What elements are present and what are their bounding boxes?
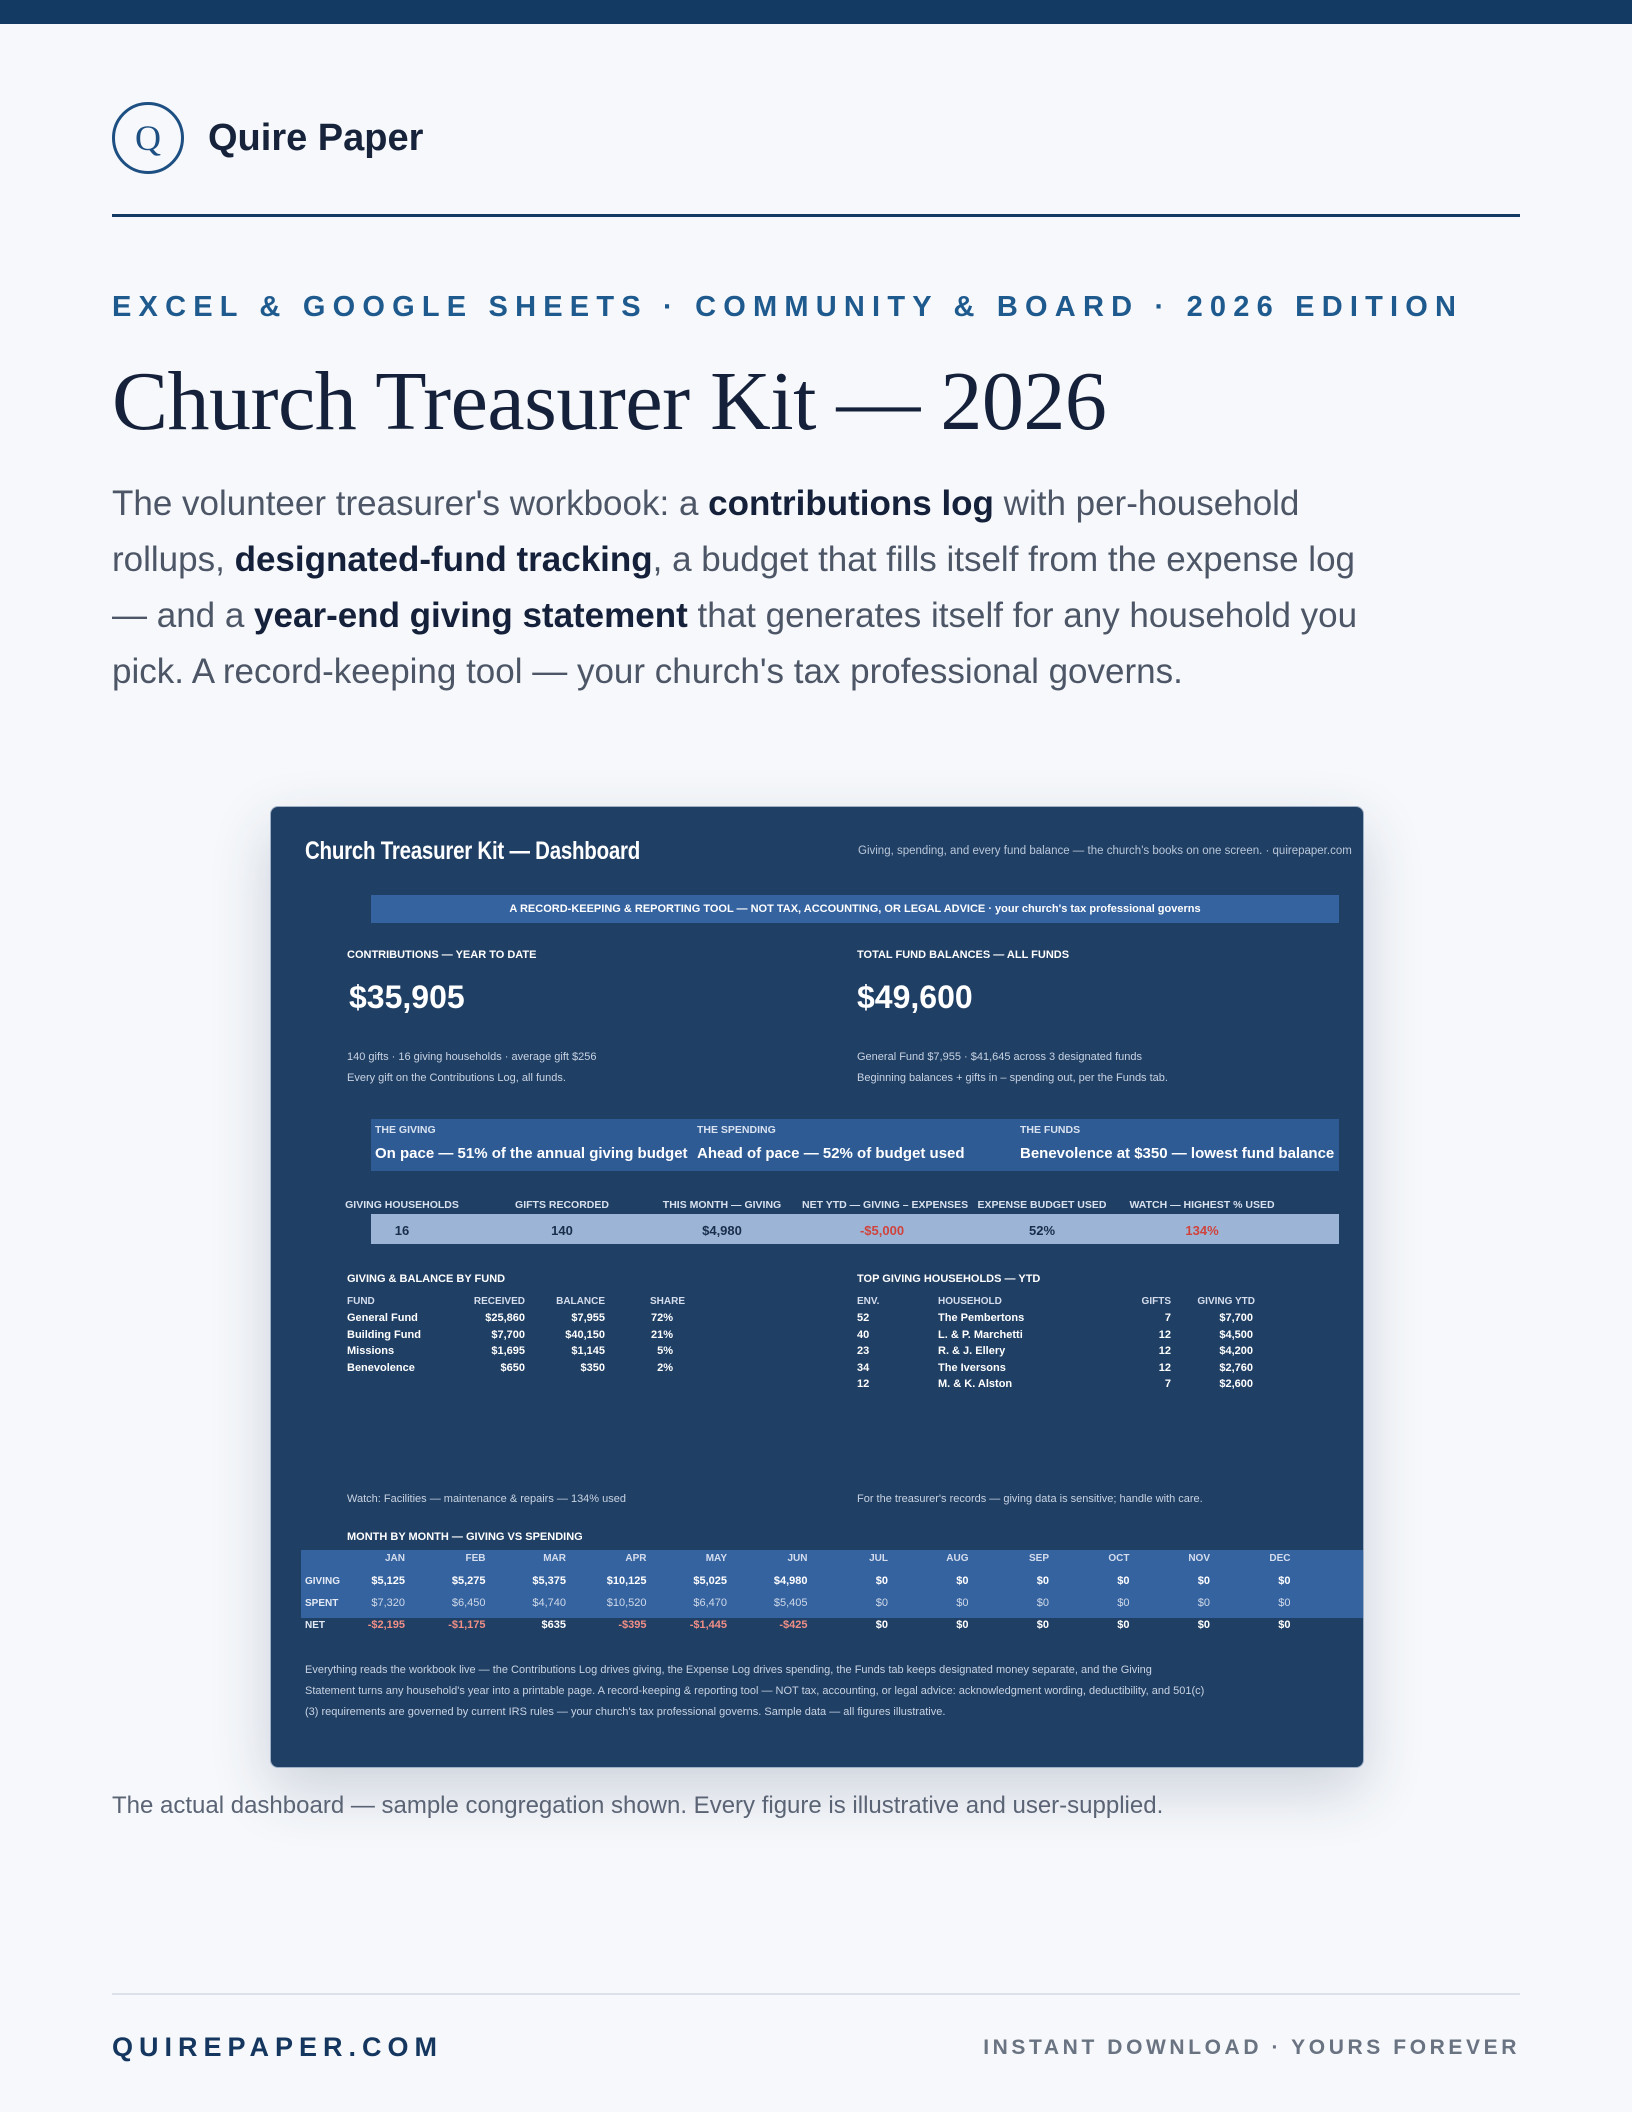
monthly-row-label: NET (305, 1620, 325, 1631)
monthly-cell: -$425 (779, 1619, 808, 1631)
monthly-cell: $0 (956, 1597, 969, 1609)
household-gifts-cell: 7 (1164, 1312, 1171, 1324)
month-header: JUL (869, 1553, 888, 1564)
table-header: RECEIVED (473, 1296, 525, 1307)
fund-received-cell: $25,860 (485, 1312, 525, 1324)
monthly-cell: $0 (1117, 1597, 1130, 1609)
dashboard-footnote: Everything reads the workbook live — the Contributions Log drives giving, the Expense Log drives spending, the Funds tab keeps designated money separate, and the Giving Statement turns any household's year into a printable page. A record-keeping & reporting tool — NOT tax, accounting, or legal advice: acknowledgment wording, deductibility, and 501(c)(3) requirements are governed by current IRS rules — your church's tax professional governs. Sample data — all figures illustrative. (305, 1664, 1205, 1718)
monthly-cell: $0 (1117, 1575, 1130, 1587)
status-text-funds: Benevolence at $350 — lowest fund balance (1020, 1145, 1335, 1162)
fund-balance-cell: $40,150 (565, 1328, 605, 1341)
household-giving-cell: $2,600 (1219, 1378, 1253, 1390)
fund-balances-label: TOTAL FUND BALANCES — ALL FUNDS (857, 949, 1070, 961)
monthly-cell: $0 (1197, 1575, 1210, 1587)
fund-name-cell: General Fund (347, 1312, 418, 1324)
status-strip (371, 1119, 1339, 1171)
month-header: JUN (787, 1553, 808, 1564)
monthly-cell: -$1,175 (448, 1619, 486, 1631)
fund-received-cell: $1,695 (491, 1345, 525, 1357)
kpi-value: 16 (394, 1223, 410, 1238)
fund-balances-value: $49,600 (857, 979, 973, 1015)
header-divider (112, 214, 1520, 217)
household-gifts-cell: 12 (1158, 1328, 1171, 1341)
kicker: EXCEL & GOOGLE SHEETS · COMMUNITY & BOARD · 2026 EDITION (112, 291, 1464, 323)
fund-received-cell: $7,700 (491, 1328, 525, 1341)
monthly-cell: $0 (956, 1619, 969, 1631)
monthly-cell: $0 (1197, 1597, 1210, 1609)
household-giving-cell: $4,500 (1219, 1328, 1253, 1341)
contributions-label: CONTRIBUTIONS — YEAR TO DATE (347, 949, 537, 961)
month-header: NOV (1188, 1553, 1210, 1564)
kpi-label: THIS MONTH — GIVING (662, 1199, 782, 1211)
monthly-cell: $635 (541, 1619, 566, 1631)
monthly-cell: -$395 (618, 1619, 647, 1631)
status-text-giving: On pace — 51% of the annual giving budget (375, 1145, 688, 1162)
brand-name: Quire Paper (208, 116, 424, 159)
monthly-cell: $0 (1036, 1619, 1049, 1631)
household-name-cell: M. & K. Alston (938, 1378, 1013, 1390)
disclaimer-banner: A RECORD-KEEPING & REPORTING TOOL — NOT TAX, ACCOUNTING, OR LEGAL ADVICE · your church's tax professional governs (371, 895, 1339, 923)
household-env-cell: 12 (857, 1378, 870, 1390)
monthly-cell: $0 (875, 1619, 888, 1631)
monthly-cell: $0 (1036, 1575, 1049, 1587)
month-header: MAR (543, 1553, 566, 1564)
table-header: FUND (347, 1296, 375, 1307)
monthly-cell: $5,405 (773, 1597, 808, 1609)
kpi-value: 134% (1185, 1223, 1219, 1238)
watch-note: Watch: Facilities — maintenance & repairs — 134% used (347, 1493, 626, 1505)
fund-balance-cell: $1,145 (571, 1345, 605, 1357)
household-gifts-cell: 12 (1158, 1345, 1171, 1357)
status-cap-giving: THE GIVING (375, 1124, 436, 1136)
contributions-value: $35,905 (349, 979, 465, 1015)
monthly-cell: $0 (1278, 1597, 1291, 1609)
monthly-cell: $10,520 (606, 1597, 647, 1609)
kpi-label: GIFTS RECORDED (515, 1199, 609, 1211)
monthly-cell: $0 (1278, 1619, 1291, 1631)
kpi-label: EXPENSE BUDGET USED (977, 1199, 1107, 1211)
monthly-cell: $0 (956, 1575, 969, 1587)
household-env-cell: 34 (857, 1361, 870, 1374)
footer-tagline: INSTANT DOWNLOAD · YOURS FOREVER (983, 2036, 1520, 2059)
dashboard-tagline: Giving, spending, and every fund balance — the church's books on one screen. · quirepaper.com (858, 845, 1352, 857)
kpi-label: WATCH — HIGHEST % USED (1129, 1199, 1275, 1211)
month-header: OCT (1108, 1553, 1130, 1564)
month-header: JAN (384, 1553, 405, 1564)
footer-divider (112, 1993, 1520, 1995)
month-header: FEB (465, 1553, 486, 1564)
table-header: SHARE (649, 1296, 685, 1307)
household-giving-cell: $7,700 (1219, 1312, 1253, 1324)
fund-share-cell: 5% (657, 1345, 673, 1357)
monthly-cell: $5,025 (693, 1575, 727, 1587)
monthly-cell: $4,740 (532, 1597, 566, 1609)
household-env-cell: 40 (857, 1328, 870, 1341)
monthly-cell: $6,470 (693, 1597, 727, 1609)
month-header: DEC (1269, 1553, 1291, 1564)
status-text-spending: Ahead of pace — 52% of budget used (697, 1145, 965, 1162)
kpi-value: 52% (1028, 1223, 1056, 1238)
fund-share-cell: 2% (657, 1361, 673, 1374)
household-gifts-cell: 12 (1158, 1361, 1171, 1374)
dashboard-screenshot (270, 806, 1364, 1768)
kpi-value: -$5,000 (859, 1223, 905, 1238)
month-header: SEP (1028, 1553, 1049, 1564)
household-name-cell: L. & P. Marchetti (938, 1328, 1023, 1341)
funds-table-title: GIVING & BALANCE BY FUND (347, 1273, 506, 1285)
table-header: HOUSEHOLD (938, 1296, 1002, 1307)
contributions-sub1: 140 gifts · 16 giving households · average gift $256 (347, 1051, 597, 1063)
status-cap-funds: THE FUNDS (1020, 1124, 1081, 1136)
monthly-cell: $0 (1036, 1597, 1049, 1609)
monthly-row-label: GIVING (305, 1576, 341, 1587)
household-env-cell: 52 (857, 1312, 870, 1324)
lede-paragraph: The volunteer treasurer's workbook: a contributions log with per-household rollups, designated-fund tracking, a budget that fills itself from the expense log — and a year-end giving statement that generates itself for any household you pick. A record-keeping tool — your church's tax professional governs. (112, 484, 1358, 691)
kpi-label: GIVING HOUSEHOLDS (345, 1199, 459, 1211)
month-header: AUG (946, 1553, 969, 1564)
fund-balance-cell: $7,955 (571, 1312, 605, 1324)
fund-balances-sub1: General Fund $7,955 · $41,645 across 3 designated funds (857, 1051, 1142, 1063)
month-header: APR (625, 1553, 647, 1564)
fund-balances-sub2: Beginning balances + gifts in – spending out, per the Funds tab. (857, 1072, 1168, 1084)
household-name-cell: The Iversons (938, 1361, 1006, 1374)
contributions-sub2: Every gift on the Contributions Log, all funds. (347, 1072, 566, 1084)
monthly-cell: $0 (1117, 1619, 1130, 1631)
fund-name-cell: Benevolence (347, 1361, 415, 1374)
kpi-value: $4,980 (702, 1223, 742, 1238)
monthly-title: MONTH BY MONTH — GIVING VS SPENDING (347, 1531, 583, 1543)
monthly-cell: $4,980 (773, 1575, 808, 1587)
households-table-title: TOP GIVING HOUSEHOLDS — YTD (857, 1273, 1041, 1285)
household-name-cell: R. & J. Ellery (938, 1345, 1006, 1357)
household-giving-cell: $4,200 (1219, 1345, 1253, 1357)
fund-balance-cell: $350 (580, 1361, 605, 1374)
page-title: Church Treasurer Kit — 2026 (112, 355, 1107, 448)
kpi-value: 140 (551, 1223, 573, 1238)
brand-header[interactable] (112, 102, 423, 174)
site-link[interactable]: QUIREPAPER.COM (112, 2032, 444, 2062)
household-env-cell: 23 (857, 1345, 870, 1357)
monthly-cell: $5,125 (371, 1575, 405, 1587)
status-cap-spending: THE SPENDING (697, 1124, 776, 1136)
privacy-note: For the treasurer's records — giving data is sensitive; handle with care. (857, 1493, 1203, 1505)
household-giving-cell: $2,760 (1219, 1361, 1253, 1374)
top-accent-bar (0, 0, 1632, 24)
figure-caption: The actual dashboard — sample congregation shown. Every figure is illustrative and user-supplied. (112, 1792, 1164, 1819)
monthly-cell: $5,375 (532, 1575, 566, 1587)
household-name-cell: The Pembertons (938, 1312, 1025, 1324)
monthly-cell: -$1,445 (689, 1619, 727, 1631)
fund-received-cell: $650 (500, 1361, 525, 1374)
monthly-cell: $5,275 (451, 1575, 486, 1587)
fund-share-cell: 72% (650, 1312, 673, 1324)
table-header: GIVING YTD (1197, 1296, 1255, 1307)
monthly-cell: $6,450 (451, 1597, 486, 1609)
kpi-label: NET YTD — GIVING – EXPENSES (802, 1199, 969, 1211)
fund-share-cell: 21% (650, 1328, 673, 1341)
monthly-cell: $0 (1278, 1575, 1291, 1587)
dashboard-title: Church Treasurer Kit — Dashboard (305, 837, 641, 865)
household-gifts-cell: 7 (1164, 1378, 1171, 1390)
monthly-cell: $7,320 (371, 1597, 405, 1609)
month-header: MAY (705, 1553, 727, 1564)
monthly-cell: $0 (875, 1575, 888, 1587)
table-header: ENV. (857, 1296, 880, 1307)
table-header: GIFTS (1141, 1296, 1171, 1307)
fund-name-cell: Missions (347, 1345, 395, 1357)
monthly-cell: $0 (1197, 1619, 1210, 1631)
monthly-cell: $10,125 (606, 1575, 647, 1587)
table-header: BALANCE (556, 1296, 605, 1307)
fund-name-cell: Building Fund (347, 1328, 421, 1341)
monthly-row-label: SPENT (305, 1598, 339, 1609)
monthly-cell: $0 (875, 1597, 888, 1609)
brand-logo-icon: Q (112, 102, 184, 174)
monthly-cell: -$2,195 (367, 1619, 405, 1631)
